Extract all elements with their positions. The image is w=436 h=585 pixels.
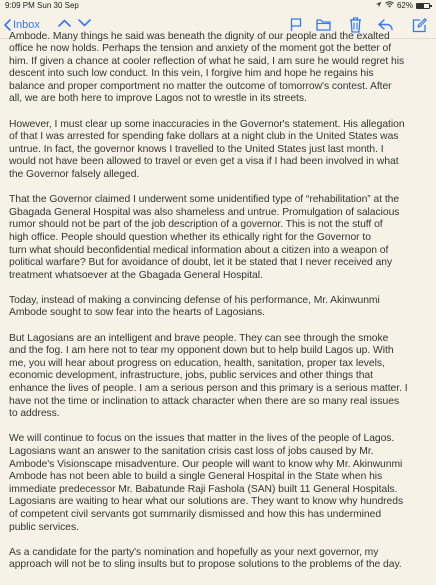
battery-level-fill	[417, 4, 424, 8]
email-text-line: approach will not be to sling insults but to propose solutions to the problems of the day.	[9, 559, 402, 571]
wifi-icon	[385, 0, 394, 12]
email-text-line: turn what should beconfidential medical information about a citizen into a weapon of	[9, 244, 389, 256]
email-text-line: Ambode's Visionscape misadventure. Our people will want to know why Mr. Akinwunmi	[9, 458, 403, 470]
email-text-line: high office. People should question whether its ethically right for the Governor to	[9, 231, 371, 243]
email-text-line: enhance the lives of people. I am a serious person and this primary is a serious matter. I	[9, 383, 408, 395]
status-time: 9:09 PM	[5, 1, 35, 10]
email-paragraph	[9, 43, 429, 106]
email-text-line: and the fog. I am here not to tear my opponent down but to help build Lagos up. With	[9, 345, 394, 357]
compose-icon	[412, 18, 427, 33]
chevron-down-icon	[78, 19, 91, 27]
email-paragraph	[9, 333, 429, 421]
email-text-line: treatment whatsoever at the Gbagada General Hospital.	[9, 269, 263, 281]
move-to-folder-button[interactable]	[316, 19, 331, 31]
next-message-button[interactable]	[78, 19, 91, 27]
email-text-line: Ambode has not been able to build a single General Hospital in the State when his	[9, 471, 383, 483]
reply-icon	[378, 19, 393, 31]
email-text-line: But Lagosians are an intelligent and brave people. They can see through the smoke	[9, 332, 389, 344]
email-text-line: public services.	[9, 521, 79, 533]
email-text-line: the Governor falsely alleged.	[9, 168, 140, 180]
email-paragraph	[9, 433, 429, 534]
email-text-line: of competent civil servants got summarily dismissed and how this has undermined	[9, 508, 382, 520]
email-paragraph	[9, 547, 429, 572]
battery-percent: 62%	[396, 1, 413, 10]
email-text-line: of that I was arrested for spending fake dollars at a night club in the United States was	[9, 131, 399, 143]
email-text-line: economic development, infrastructure, jobs, public services and other things that	[9, 370, 373, 382]
status-time-date	[5, 0, 79, 12]
email-text-line: As a candidate for the party's nomination and hopefully as your next governor, my	[9, 546, 379, 558]
email-text-line: rumor should not be part of the job description of a governor. This is not the stuff of	[9, 219, 383, 231]
email-paragraphs	[9, 43, 429, 572]
status-bar	[0, 0, 436, 12]
status-right	[375, 0, 430, 12]
location-arrow-icon	[375, 0, 382, 12]
flag-button[interactable]	[290, 18, 302, 32]
email-text-line: all, we are both here to improve Lagos not to wrestle in its streets.	[9, 93, 307, 105]
email-text-line: balance and proper comportment no matter the outcome of tomorrow's contest. After	[9, 80, 392, 92]
email-text-line: have not the time or inclination to attack character when there are so many real issues	[9, 395, 400, 407]
reply-button[interactable]	[378, 19, 393, 31]
email-text-line: Lagosians want an answer to the sanitation crisis cast loss of jobs caused by Mr.	[9, 446, 374, 457]
email-text-line: political warfare? But for avoidance of doubt, let it be stated that I never received any	[9, 257, 393, 269]
email-text-line: Ambode sought to sow fear into the hearts of Lagosians.	[9, 307, 266, 319]
previous-message-button[interactable]	[58, 19, 71, 27]
battery-icon	[416, 3, 430, 9]
email-text-line: to address.	[9, 408, 60, 420]
email-body	[9, 31, 429, 585]
compose-button[interactable]	[412, 18, 427, 33]
email-text-line: would not have been allowed to travel or even get a visa if I had been involved in what	[9, 156, 399, 168]
back-label: Inbox	[13, 19, 40, 31]
email-paragraph	[9, 119, 429, 182]
email-text-line: Today, instead of making a convincing defense of his performance, Mr. Akinwunmi	[9, 294, 380, 306]
email-text-line: However, I must clear up some inaccuracies in the Governor's statement. His allegation	[9, 118, 405, 130]
email-text-line: me, you will hear about progress on education, health, sanitation, proper tax levels,	[9, 357, 385, 369]
email-text-line: Lagosians are waiting to hear what our solutions are. They want to know why hundreds	[9, 496, 404, 508]
folder-icon	[316, 19, 331, 31]
flag-icon	[290, 18, 302, 32]
chevron-up-icon	[58, 19, 71, 27]
chevron-left-icon	[4, 19, 11, 31]
email-text-line: him. If given a chance at cooler reflection of what he said, I am sure he would regret his	[9, 55, 405, 67]
email-text-line: untrue. In fact, the governor knows I travelled to the United States just last month. I	[9, 143, 384, 155]
email-text-line: descent into such low conduct. In this vein, I forgive him and hope he regains his	[9, 68, 374, 80]
email-text-line: That the Governor claimed I underwent some unidentified type of “rehabilitation” at the	[9, 194, 400, 206]
email-text-line: office he now holds. Perhaps the tension and anxiety of the moment got the better of	[9, 43, 392, 54]
email-paragraph	[9, 194, 429, 282]
scrolled-text: Ambode. Many things he said was beneath the dignity of our people and the exalted	[9, 31, 390, 42]
email-paragraph	[9, 295, 429, 320]
email-text-line: We will continue to focus on the issues that matter in the lives of the people of Lagos.	[9, 433, 395, 445]
email-text-line: immediate predecessor Mr. Babatunde Raji Fashola (SAN) built 11 General Hospitals.	[9, 483, 398, 495]
partially-scrolled-line	[9, 31, 429, 43]
email-text-line: Gbagada General Hospital was also shameless and untrue. Promulgation of salacious	[9, 206, 400, 218]
status-date: Sun 30 Sep	[37, 1, 79, 10]
